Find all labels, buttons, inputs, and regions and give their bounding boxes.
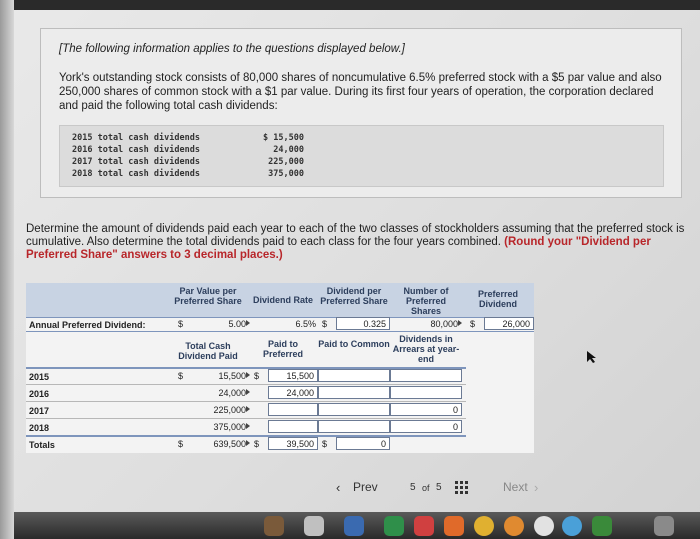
- year-label-2017: 2017: [29, 406, 50, 416]
- app-icon[interactable]: [592, 516, 612, 536]
- grid-icon[interactable]: [455, 481, 469, 495]
- rounding-instruction: (Round your "Dividend per Preferred Share" answers to 3 decimal places.): [26, 236, 651, 261]
- row-2017-preferred-input[interactable]: [268, 403, 318, 416]
- app-icon[interactable]: [304, 516, 324, 536]
- row-2015-currency-1: $: [178, 371, 184, 381]
- next-chevron-icon[interactable]: ›: [534, 480, 539, 495]
- row-2018-total: 375,000: [213, 422, 246, 432]
- row-divider: [26, 317, 534, 318]
- header-arrears: Dividends in Arrears at year-end: [392, 334, 460, 364]
- annual-currency-1: $: [178, 319, 184, 329]
- totals-label: Totals: [29, 440, 55, 450]
- cash-amount-2017: 225,000: [268, 157, 304, 167]
- header-paid-preferred: Paid to Preferred: [262, 339, 304, 359]
- row-2017-total: 225,000: [213, 405, 246, 415]
- row-2015-total: 15,500: [218, 371, 246, 381]
- app-icon[interactable]: [344, 516, 364, 536]
- app-icon[interactable]: [504, 516, 524, 536]
- cash-amount-2015: $ 15,500: [263, 133, 304, 143]
- row-2017-arrears-input[interactable]: 0: [390, 403, 462, 416]
- question-body: Determine the amount of dividends paid each year to each of the two classes of stockholders assuming that the preferred stock is cumulative. Also determine the total dividends paid to each class for the four years combined.: [26, 223, 685, 248]
- annual-currency-3: $: [470, 319, 476, 329]
- totals-currency-2: $: [254, 439, 260, 449]
- header-par-value: Par Value per Preferred Share: [174, 286, 242, 306]
- app-icon[interactable]: [414, 516, 434, 536]
- app-icon[interactable]: [444, 516, 464, 536]
- totals-currency-1: $: [178, 439, 184, 449]
- totals-currency-3: $: [322, 439, 328, 449]
- header-preferred-dividend: Preferred Dividend: [477, 289, 519, 309]
- prev-button[interactable]: Prev: [353, 480, 378, 494]
- header-total-cash: Total Cash Dividend Paid: [178, 341, 238, 361]
- page-total: 5: [436, 482, 442, 493]
- annual-shares: 80,000: [430, 319, 458, 329]
- intro-panel: [40, 28, 682, 198]
- prev-chevron-icon[interactable]: ‹: [336, 480, 341, 495]
- cash-amount-2018: 375,000: [268, 169, 304, 179]
- flag-icon: [246, 406, 250, 412]
- dividend-per-share-input[interactable]: 0.325: [336, 317, 390, 330]
- annual-currency-2: $: [322, 319, 328, 329]
- header-number-shares: Number of Preferred Shares: [403, 286, 449, 316]
- row-2018-preferred-input[interactable]: [268, 420, 318, 433]
- row-divider: [26, 384, 466, 385]
- row-2016-common-input[interactable]: [318, 386, 390, 399]
- app-icon[interactable]: [384, 516, 404, 536]
- monitor-bezel: [0, 0, 700, 10]
- cash-label-2017: 2017 total cash dividends: [72, 157, 200, 167]
- dividend-table: [26, 283, 534, 453]
- header-dividend-per-share: Dividend per Preferred Share: [320, 286, 388, 306]
- cash-label-2018: 2018 total cash dividends: [72, 169, 200, 179]
- row-2015-currency-2: $: [254, 371, 260, 381]
- flag-icon: [246, 389, 250, 395]
- flag-icon: [246, 440, 250, 446]
- annual-row-label: Annual Preferred Dividend:: [29, 320, 146, 330]
- page-of: of: [422, 483, 430, 493]
- intro-note: [The following information applies to the questions displayed below.]: [59, 43, 405, 55]
- totals-total: 639,500: [213, 439, 246, 449]
- page-current: 5: [410, 482, 416, 493]
- row-2018-common-input[interactable]: [318, 420, 390, 433]
- window-edge: [0, 0, 14, 539]
- year-label-2016: 2016: [29, 389, 50, 399]
- row-2016-arrears-input[interactable]: [390, 386, 462, 399]
- row-2017-common-input[interactable]: [318, 403, 390, 416]
- annual-rate: 6.5%: [295, 319, 316, 329]
- next-button[interactable]: Next: [503, 480, 528, 494]
- row-divider: [26, 435, 466, 437]
- cash-label-2016: 2016 total cash dividends: [72, 145, 200, 155]
- flag-icon: [246, 423, 250, 429]
- row-divider: [26, 418, 466, 419]
- preferred-dividend-input[interactable]: 26,000: [484, 317, 534, 330]
- flag-icon: [246, 320, 250, 326]
- header-paid-common: Paid to Common: [318, 339, 390, 349]
- row-divider: [26, 401, 466, 402]
- totals-preferred-input[interactable]: 39,500: [268, 437, 318, 450]
- app-icon[interactable]: [474, 516, 494, 536]
- flag-icon: [246, 372, 250, 378]
- row-2015-preferred-input[interactable]: 15,500: [268, 369, 318, 382]
- header-dividend-rate: Dividend Rate: [252, 295, 313, 305]
- annual-par-value: 5.00: [228, 319, 246, 329]
- row-2016-preferred-input[interactable]: 24,000: [268, 386, 318, 399]
- cursor-arrow-icon: [585, 350, 597, 364]
- row-2016-total: 24,000: [218, 388, 246, 398]
- intro-text: York's outstanding stock consists of 80,000 shares of noncumulative 6.5% preferred stock with a $5 par value and also 250,000 shares of common stock with a $1 par value. During its first four years of operation, the corporation declared and paid the following total cash dividends:: [59, 72, 662, 112]
- cash-amount-2016: 24,000: [273, 145, 304, 155]
- app-icon[interactable]: [534, 516, 554, 536]
- row-2015-common-input[interactable]: [318, 369, 390, 382]
- app-icon[interactable]: [562, 516, 582, 536]
- year-label-2015: 2015: [29, 372, 50, 382]
- row-divider: [26, 331, 534, 332]
- cash-dividends-box: [59, 125, 664, 187]
- app-icon[interactable]: [264, 516, 284, 536]
- totals-common-input[interactable]: 0: [336, 437, 390, 450]
- flag-icon: [458, 320, 462, 326]
- row-2018-arrears-input[interactable]: 0: [390, 420, 462, 433]
- row-2015-arrears-input[interactable]: [390, 369, 462, 382]
- question-text: [26, 223, 696, 262]
- cash-label-2015: 2015 total cash dividends: [72, 133, 200, 143]
- year-label-2018: 2018: [29, 423, 50, 433]
- app-icon[interactable]: [654, 516, 674, 536]
- dock: [14, 512, 700, 539]
